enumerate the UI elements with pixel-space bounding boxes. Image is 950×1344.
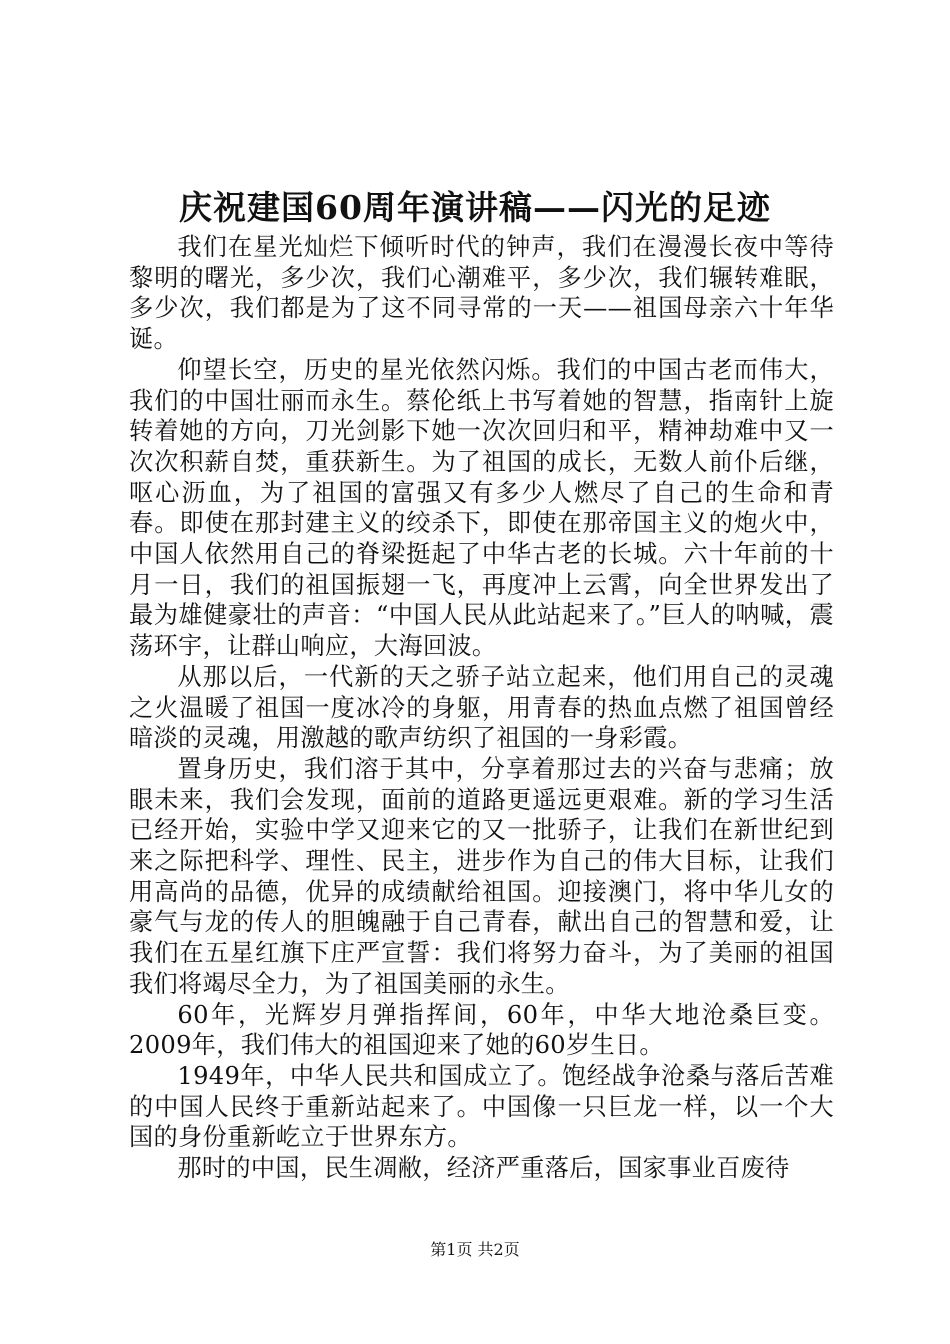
page-number: 第1页 共2页 <box>430 1240 520 1259</box>
paragraph: 60年，光辉岁月弹指挥间，60年，中华大地沧桑巨变。2009年，我们伟大的祖国迎来了她的60岁生日。 <box>129 1000 834 1060</box>
paragraph: 1949年，中华人民共和国成立了。饱经战争沧桑与落后苦难的中国人民终于重新站起来了。中国像一只巨龙一样，以一个大国的身份重新屹立于世界东方。 <box>129 1061 834 1152</box>
body-text <box>129 232 834 1184</box>
paragraph: 我们在星光灿烂下倾听时代的钟声，我们在漫漫长夜中等待黎明的曙光，多少次，我们心潮难平，多少次，我们辗转难眠，多少次，我们都是为了这不同寻常的一天——祖国母亲六十年华诞。 <box>129 233 834 354</box>
paragraph: 那时的中国，民生凋敝，经济严重落后，国家事业百废待 <box>177 1154 790 1183</box>
paragraph: 从那以后，一代新的天之骄子站立起来，他们用自己的灵魂之火温暖了祖国一度冰冷的身躯，用青春的热血点燃了祖国曾经暗淡的灵魂，用激越的歌声纺织了祖国的一身彩霞。 <box>129 662 834 753</box>
paragraph: 仰望长空，历史的星光依然闪烁。我们的中国古老而伟大，我们的中国壮丽而永生。蔡伦纸上书写着她的智慧，指南针上旋转着她的方向，刀光剑影下她一次次回归和平，精神劫难中又一次次积薪自焚，重获新生。为了祖国的成长，无数人前仆后继，呕心沥血，为了祖国的富强又有多少人燃尽了自己的生命和青春。即使在那封建主义的绞杀下，即使在那帝国主义的炮火中，中国人依然用自己的脊梁挺起了中华古老的长城。六十年前的十月一日，我们的祖国振翅一飞，再度冲上云霄，向全世界发出了最为雄健豪壮的声音：“中国人民从此站起来了。”巨人的呐喊，震荡环宇，让群山响应，大海回波。 <box>129 355 834 661</box>
paragraph: 置身历史，我们溶于其中，分享着那过去的兴奋与悲痛；放眼未来，我们会发现，面前的道路更遥远更艰难。新的学习生活已经开始，实验中学又迎来它的又一批骄子，让我们在新世纪到来之际把科学、理性、民主，进步作为自己的伟大目标，让我们用高尚的品德，优异的成绩献给祖国。迎接澳门，将中华儿女的豪气与龙的传人的胆魄融于自己青春，献出自己的智慧和爱，让我们在五星红旗下庄严宣誓：我们将努力奋斗，为了美丽的祖国我们将竭尽全力，为了祖国美丽的永生。 <box>129 754 834 998</box>
page-title: 庆祝建国60周年演讲稿——闪光的足迹 <box>179 188 771 227</box>
